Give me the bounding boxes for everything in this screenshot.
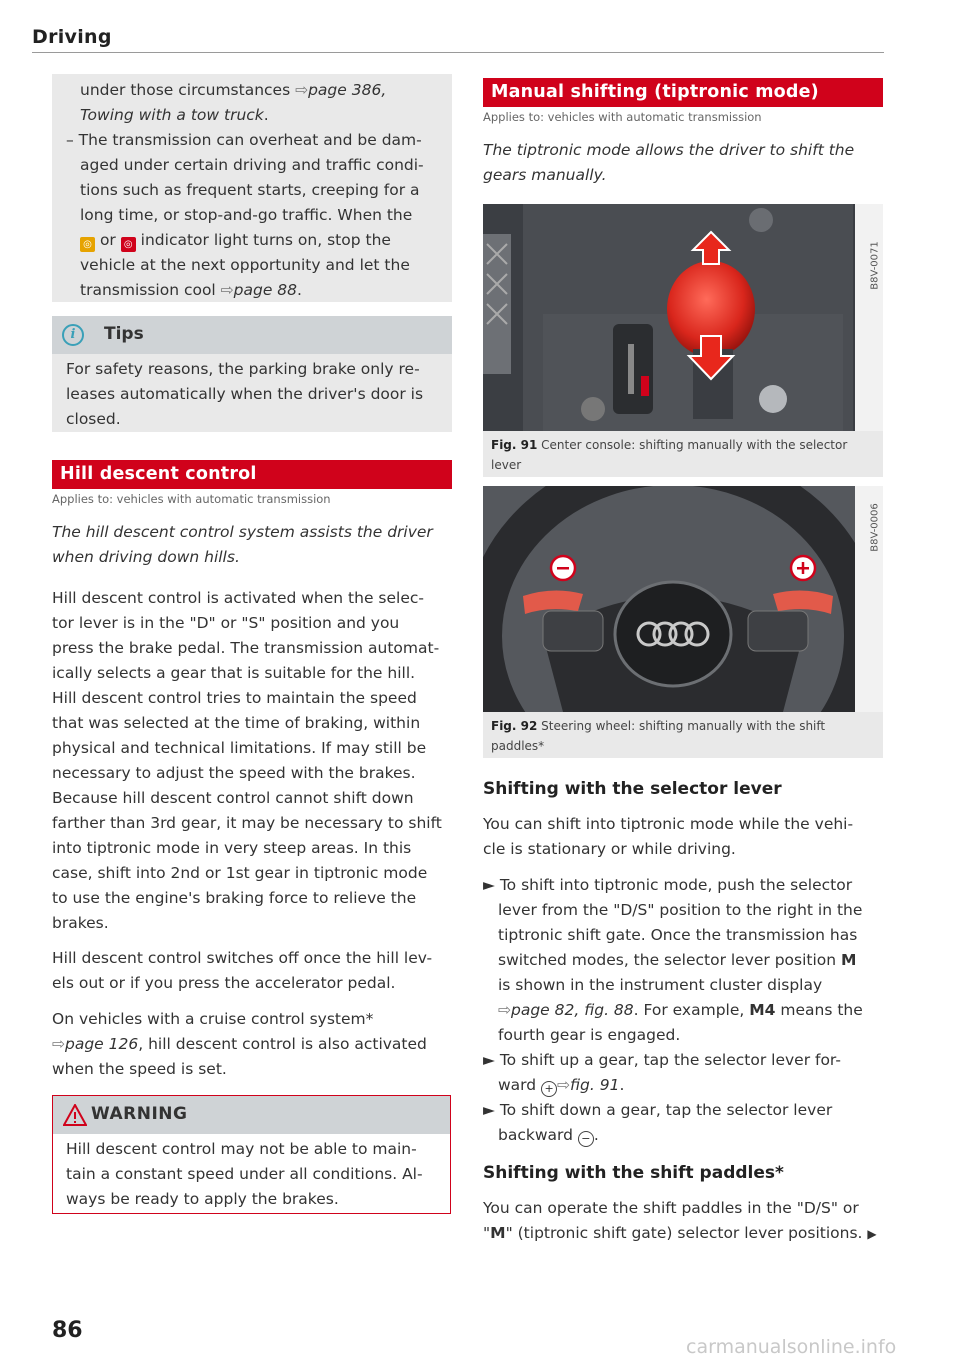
manual-shifting-heading: Manual shifting (tiptronic mode) (483, 78, 883, 107)
paddles-line-1: You can operate the shift paddles in the "D/S" or (483, 1199, 859, 1217)
cont-line-indicator: ◎ or ◎ indicator light turns on, stop the (80, 228, 450, 253)
tips-title: Tips (104, 324, 144, 344)
warning-line-2: tain a constant speed under all conditions. Al- (66, 1165, 423, 1183)
fig-91-link[interactable]: fig. 91 (570, 1076, 620, 1094)
plus-circle-icon: + (541, 1081, 557, 1097)
figure-91-image (483, 204, 883, 431)
shift-paddles-heading: Shifting with the shift paddles* (483, 1163, 784, 1183)
page-number: 86 (52, 1318, 83, 1343)
header-rule (32, 52, 884, 53)
fig91-code: B8V-0071 (869, 241, 881, 290)
page-82-link[interactable]: page 82, fig. 88 (511, 1001, 634, 1019)
sel-bullet-1: ► To shift into tiptronic mode, push the selector lever from the "D/S" position to the right in the tiptronic shift gate. Once the transmission has switched modes, the selector lever position M is shown in the instrument cluster display ⇨page 82, fig. 88. For example, M4 means the fourth gear is engaged. (483, 876, 863, 1044)
hill-para-1: Hill descent control is activated when the selec- tor lever is in the "D" or "S" position and you press the brake pedal. The transmission automat- ically selects a gear that is suitable for the hill. Hill descent control tries to maintain the speed that was selected at the time of braking, within physical and technical limitations. If may still be necessary to adjust the speed with the brakes. Because hill descent control cannot shift down farther than 3rd gear, it may be necessary to shift into tiptronic mode in very steep areas. In this case, shift into 2nd or 1st gear in tiptronic mode to use the engine's braking force to relieve the brakes. (52, 589, 442, 932)
watermark: carmanualsonline.info (686, 1336, 897, 1358)
warning-line-1: Hill descent control may not be able to main- (66, 1140, 417, 1158)
tips-line-3: closed. (66, 410, 121, 428)
page-ref-link[interactable]: page 386, (308, 81, 387, 99)
cont-line-5: long time, or stop-and-go traffic. When the (80, 206, 413, 224)
cont-line-3: aged under certain driving and traffic condi- (80, 156, 424, 174)
figure-91-caption: Fig. 91 Center console: shifting manually with the selector lever (483, 431, 883, 477)
center-console-illustration (483, 204, 883, 431)
section-header: Driving (32, 26, 112, 48)
warning-box (52, 1095, 451, 1214)
paddles-line-2: "M" (tiptronic shift gate) selector lever positions. ▶ (483, 1224, 877, 1242)
steering-wheel-illustration (483, 486, 883, 712)
hill-descent-heading: Hill descent control (52, 460, 452, 489)
hill-para-2: Hill descent control switches off once the hill lev- els out or if you press the accelerator pedal. (52, 949, 433, 992)
tips-line-2: leases automatically when the driver's door is (66, 385, 424, 403)
manual-intro-1: The tiptronic mode allows the driver to shift the (483, 141, 855, 159)
figure-92-caption: Fig. 92 Steering wheel: shifting manually with the shift paddles* (483, 712, 883, 758)
info-icon: i (62, 324, 84, 346)
warning-title: WARNING (91, 1104, 188, 1124)
yellow-indicator-icon: ◎ (80, 237, 95, 252)
minus-circle-icon: − (578, 1131, 594, 1147)
continued-warning-box (52, 74, 452, 302)
cont-line-2: Towing with a tow truck. (80, 106, 269, 124)
cont-line-4: tions such as frequent starts, creeping for a (80, 181, 420, 199)
hill-intro-1: The hill descent control system assists the driver (52, 523, 433, 541)
towing-link[interactable]: Towing with a tow truck (80, 106, 264, 124)
cont-line-1: under those circumstances ⇨page 386, (80, 81, 387, 99)
tips-line-1: For safety reasons, the parking brake only re- (66, 360, 420, 378)
cont-bullet: – The transmission can overheat and be dam- (66, 131, 422, 149)
sel-intro-2: cle is stationary or while driving. (483, 840, 736, 858)
warning-triangle-icon (63, 1104, 87, 1126)
hill-applies: Applies to: vehicles with automatic transmission (52, 492, 331, 506)
hill-intro-2: when driving down hills. (52, 548, 240, 566)
continue-arrow-icon: ▶ (867, 1227, 877, 1241)
selector-lever-heading: Shifting with the selector lever (483, 779, 782, 799)
cont-line-8: transmission cool ⇨page 88. (80, 281, 302, 299)
sel-intro-1: You can shift into tiptronic mode while the vehi- (483, 815, 854, 833)
page-88-link[interactable]: page 88 (233, 281, 298, 299)
sel-bullet-3: ► To shift down a gear, tap the selector lever backward − . (483, 1101, 833, 1145)
figure-92-image (483, 486, 883, 712)
red-indicator-icon: ◎ (121, 237, 136, 252)
tips-box (52, 316, 452, 432)
sel-bullet-2: ► To shift up a gear, tap the selector lever for- ward + ⇨fig. 91. (483, 1051, 841, 1095)
page-126-link[interactable]: page 126 (65, 1035, 139, 1053)
fig92-code: B8V-0006 (869, 503, 881, 552)
manual-intro-2: gears manually. (483, 166, 607, 184)
hill-para-3: On vehicles with a cruise control system* ⇨page 126, hill descent control is also activated when the speed is set. (52, 1010, 427, 1078)
cont-line-7: vehicle at the next opportunity and let the (80, 256, 410, 274)
warning-line-3: ways be ready to apply the brakes. (66, 1190, 339, 1208)
manual-applies: Applies to: vehicles with automatic transmission (483, 110, 762, 124)
